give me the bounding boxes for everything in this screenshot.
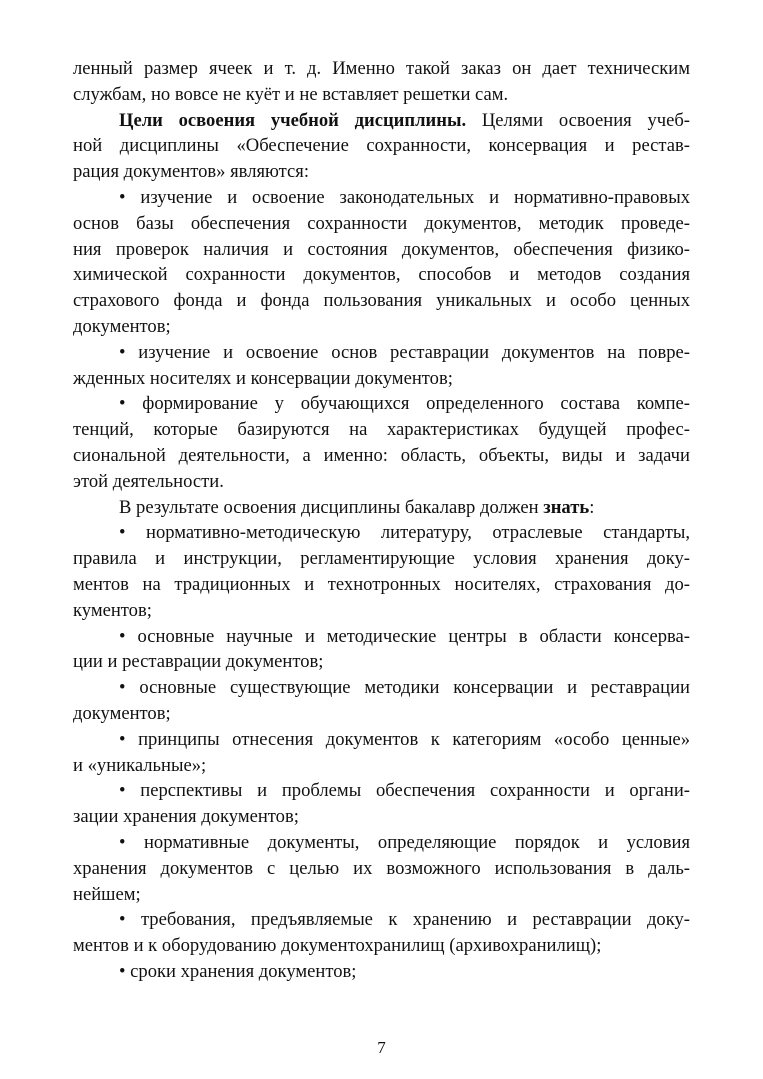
list-item xyxy=(73,907,690,959)
text-line: химической сохранности документов, способов и методов создания xyxy=(73,264,690,286)
text-line: • нормативные документы, определяющие порядок и условия xyxy=(119,831,690,853)
page-number: 7 xyxy=(377,1038,386,1057)
text-line: ментов на традиционных и технотронных носителях, страхования до- xyxy=(73,573,690,595)
list-item xyxy=(73,391,690,494)
text-line: • основные существующие методики консервации и реставрации xyxy=(119,677,690,699)
text-line: • перспективы и проблемы обеспечения сохранности и органи- xyxy=(119,780,690,802)
text-line: этой деятельности. xyxy=(73,470,224,492)
list-item xyxy=(73,830,690,907)
list-item xyxy=(73,624,690,676)
text-line: страхового фонда и фонда пользования уникальных и особо ценных xyxy=(73,290,690,312)
text-line: • изучение и освоение основ реставрации документов на повре- xyxy=(119,341,690,363)
text-line: • нормативно-методическую литературу, отраслевые стандарты, xyxy=(119,522,690,544)
text-line: документов; xyxy=(73,315,171,337)
text-line: жденных носителях и консервации документов; xyxy=(73,367,453,389)
text-line: ментов и к оборудованию документохранилищ (архивохранилищ); xyxy=(73,935,602,957)
text-line: сиональной деятельности, а именно: область, объекты, виды и задачи xyxy=(73,444,690,466)
list-item xyxy=(73,340,690,392)
text-line: документов; xyxy=(73,702,171,724)
text-line: ной дисциплины «Обеспечение сохранности, консервация и рестав- xyxy=(73,135,690,157)
text-line: кументов; xyxy=(73,599,152,621)
list-item xyxy=(73,185,690,340)
text-line: и «уникальные»; xyxy=(73,754,207,776)
text-line: • изучение и освоение законодательных и нормативно-правовых xyxy=(119,186,690,208)
text-line: хранения документов с целью их возможного использования в даль- xyxy=(73,857,690,879)
list-item xyxy=(73,959,690,985)
paragraph xyxy=(73,108,690,185)
text-line: • основные научные и методические центры в области консерва- xyxy=(119,625,690,647)
text-line: правила и инструкции, регламентирующие условия хранения доку- xyxy=(73,548,690,570)
text-line: • сроки хранения документов; xyxy=(119,960,357,982)
paragraph xyxy=(73,495,690,521)
text-line: основ базы обеспечения сохранности документов, методик проведе- xyxy=(73,212,690,234)
list-item xyxy=(73,520,690,623)
text-line: • требования, предъявляемые к хранению и реставрации доку- xyxy=(119,909,690,931)
text-line: • принципы отнесения документов к категориям «особо ценные» xyxy=(119,728,690,750)
text-line: службам, но вовсе не куёт и не вставляет решетки сам. xyxy=(73,83,509,105)
page-body xyxy=(73,56,690,985)
list-item xyxy=(73,778,690,830)
list-item xyxy=(73,675,690,727)
text-line: ния проверок наличия и состояния документов, обеспечения физико- xyxy=(73,238,690,260)
text-line: ленный размер ячеек и т. д. Именно такой заказ он дает техническим xyxy=(73,58,690,79)
text-line: нейшем; xyxy=(73,883,141,905)
list-item xyxy=(73,727,690,779)
text-line: Цели освоения учебной дисциплины. Целями освоения учеб- xyxy=(119,109,690,131)
text-line: рация документов» являются: xyxy=(73,161,309,183)
section-heading: Цели освоения учебной дисциплины. xyxy=(119,109,467,131)
text-line: ции и реставрации документов; xyxy=(73,651,324,673)
text-line: зации хранения документов; xyxy=(73,806,299,828)
emphasis-word: знать xyxy=(543,496,590,518)
text-line: В результате освоения дисциплины бакалавр должен знать: xyxy=(119,496,595,518)
paragraph xyxy=(73,56,690,108)
text-line: • формирование у обучающихся определенного состава компе- xyxy=(119,393,690,415)
text-line: тенций, которые базируются на характеристиках будущей профес- xyxy=(73,419,690,441)
